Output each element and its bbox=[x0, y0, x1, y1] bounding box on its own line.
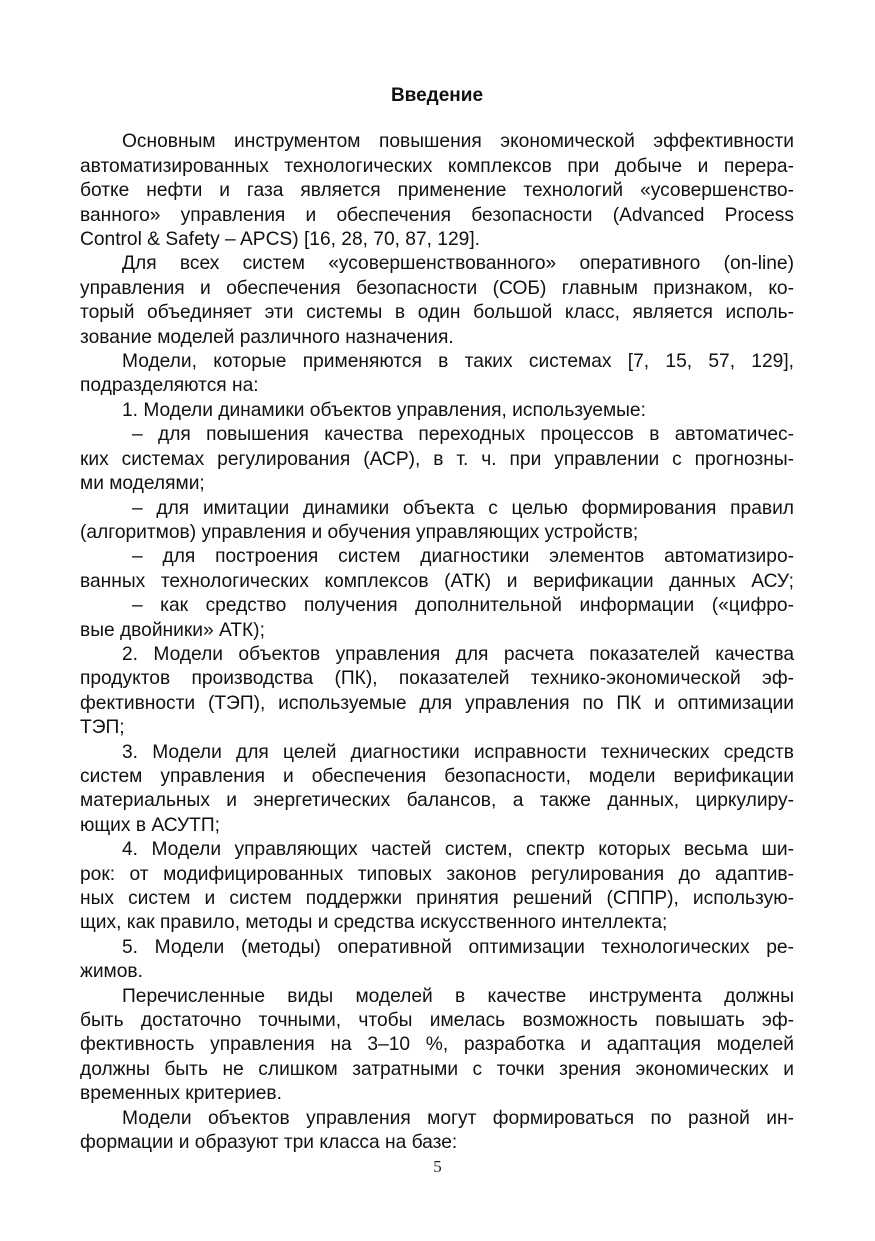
text-line: ванных технологических комплексов (АТК) и верификации данных АСУ; bbox=[80, 570, 794, 592]
text-line: подразделяются на: bbox=[80, 375, 259, 397]
text-line: Перечисленные виды моделей в качестве инструмента должны bbox=[122, 985, 794, 1007]
document-page bbox=[80, 84, 794, 1155]
list-item-line: 3. Модели для целей диагностики исправности технических средств bbox=[122, 741, 794, 763]
text-line: Control & Safety – APCS) [16, 28, 70, 87, 129]. bbox=[80, 229, 480, 251]
list-item-line: 5. Модели (методы) оперативной оптимизации технологических ре- bbox=[122, 936, 794, 958]
text-line: зование моделей различного назначения. bbox=[80, 326, 454, 348]
text-line: управления и обеспечения безопасности (СОБ) главным признаком, ко- bbox=[80, 277, 794, 299]
text-line: фективность управления на 3–10 %, разработка и адаптация моделей bbox=[80, 1034, 794, 1056]
page-number: 5 bbox=[433, 1157, 442, 1176]
text-line: (алгоритмов) управления и обучения управляющих устройств; bbox=[80, 521, 639, 543]
text-line: ванного» управления и обеспечения безопасности (Advanced Process bbox=[80, 204, 794, 226]
text-line: торый объединяет эти системы в один большой класс, является исполь- bbox=[80, 302, 794, 324]
text-line: должны быть не слишком затратными с точки зрения экономических и bbox=[80, 1058, 794, 1080]
text-line: ми моделями; bbox=[80, 473, 205, 495]
section-title: Введение bbox=[390, 85, 484, 106]
list-item-line: 2. Модели объектов управления для расчета показателей качества bbox=[122, 643, 794, 665]
text-line: ных систем и систем поддержки принятия решений (СППР), использую- bbox=[80, 888, 794, 909]
text-line: фективности (ТЭП), используемые для управления по ПК и оптимизации bbox=[80, 692, 794, 714]
text-line: продуктов производства (ПК), показателей технико-экономической эф- bbox=[80, 668, 794, 690]
text-line: временных критериев. bbox=[80, 1083, 282, 1105]
text-line: жимов. bbox=[80, 961, 143, 983]
text-line: Основным инструментом повышения экономической эффективности bbox=[122, 131, 794, 153]
text-line: Для всех систем «усовершенствованного» оперативного (on-line) bbox=[122, 253, 794, 275]
text-line: ких системах регулирования (АСР), в т. ч. при управлении с прогнозны- bbox=[80, 448, 794, 470]
text-line: ботке нефти и газа является применение технологий «усовершенство- bbox=[80, 180, 794, 202]
text-line: вые двойники» АТК); bbox=[80, 619, 265, 641]
text-line: материальных и энергетических балансов, а также данных, циркулиру- bbox=[80, 790, 794, 812]
text-line: быть достаточно точными, чтобы имелась возможность повышать эф- bbox=[80, 1010, 794, 1032]
text-line: ющих в АСУТП; bbox=[80, 814, 220, 836]
text-line: Модели объектов управления могут формироваться по разной ин- bbox=[122, 1107, 794, 1129]
text-line: Модели, которые применяются в таких системах [7, 15, 57, 129], bbox=[122, 351, 794, 373]
text-line: ТЭП; bbox=[80, 717, 125, 739]
list-item-line: 1. Модели динамики объектов управления, используемые: bbox=[122, 399, 646, 421]
list-item-line: – для повышения качества переходных процессов в автоматичес- bbox=[132, 424, 794, 446]
text-line: формации и образуют три класса на базе: bbox=[80, 1132, 458, 1154]
text-line: автоматизированных технологических комплексов при добыче и перера- bbox=[80, 155, 794, 177]
text-line: щих, как правило, методы и средства искусственного интеллекта; bbox=[80, 912, 668, 934]
list-item-line: – для построения систем диагностики элементов автоматизиро- bbox=[132, 546, 794, 568]
text-line: рок: от модифицированных типовых законов регулирования до адаптив- bbox=[80, 863, 794, 885]
list-item-line: 4. Модели управляющих частей систем, спектр которых весьма ши- bbox=[122, 839, 794, 861]
body-text bbox=[80, 130, 794, 1155]
text-line: систем управления и обеспечения безопасности, модели верификации bbox=[80, 765, 794, 787]
list-item-line: – для имитации динамики объекта с целью формирования правил bbox=[132, 497, 794, 519]
list-item-line: – как средство получения дополнительной информации («цифро- bbox=[132, 595, 794, 617]
